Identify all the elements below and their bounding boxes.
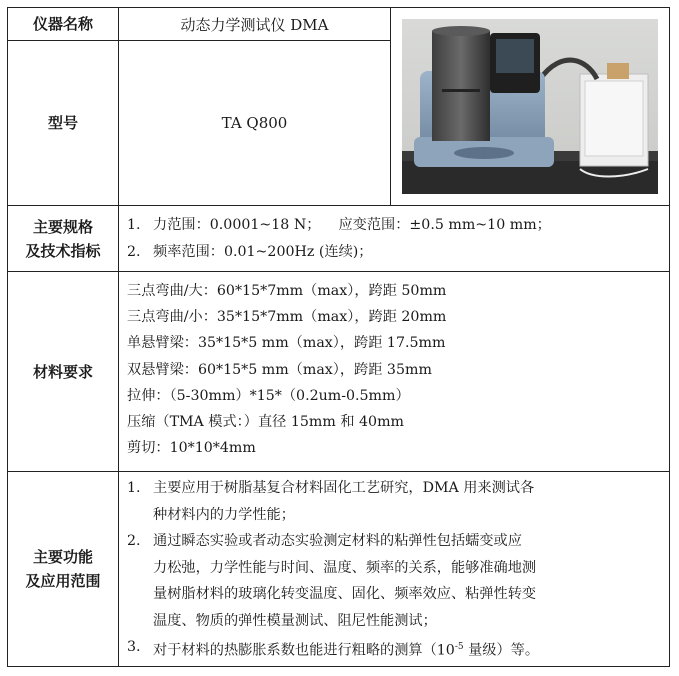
functions-label-line1: 主要功能 xyxy=(32,548,93,566)
photo-cell xyxy=(390,7,670,206)
specs-label-line1: 主要规格 xyxy=(32,217,93,236)
spec-item xyxy=(127,239,661,266)
name-label-cell xyxy=(7,7,119,41)
model-label: 型号 xyxy=(47,114,78,132)
function-line: 主要应用于树脂基复合材料固化工艺研究，DMA 用来测试各 xyxy=(153,480,535,496)
instrument-name: 动态力学测试仪 DMA xyxy=(180,15,329,34)
materials-label-cell xyxy=(7,271,119,472)
function-line: 温度、物质的弹性模量测试、阻尼性能测试； xyxy=(153,612,437,629)
specs-label-line2: 及技术指标 xyxy=(25,241,101,260)
dma-instrument-photo xyxy=(402,19,658,194)
function-item-number: 3. xyxy=(127,639,141,655)
materials-label: 材料要求 xyxy=(32,362,93,381)
function-item-number: 1. xyxy=(127,480,141,496)
function-item xyxy=(127,475,661,528)
function-line: 力松弛，力学性能与时间、温度、频率的关系，能够准确地测 xyxy=(153,559,537,576)
specs-content-cell xyxy=(118,205,670,272)
spec-item-number: 1. xyxy=(127,217,141,233)
model-value-cell xyxy=(118,40,391,206)
functions-label-line2: 及应用范围 xyxy=(25,572,101,590)
material-item: 单悬臂梁：35*15*5 mm（max），跨距 17.5mm xyxy=(127,335,446,352)
material-item: 压缩（TMA 模式：）直径 15mm 和 40mm xyxy=(127,414,404,431)
function-line-pre: 对于材料的热膨胀系数也能进行粗略的测算（10 xyxy=(153,642,455,659)
spec-table xyxy=(7,7,670,667)
function-line: 种材料内的力学性能； xyxy=(153,506,295,523)
spec-item-text: 频率范围：0.01~200Hz (连续)； xyxy=(153,243,373,260)
spec-item-text: 力范围：0.0001~18 N； 应变范围：±0.5 mm~10 mm； xyxy=(153,217,551,233)
function-item xyxy=(127,528,661,634)
name-value-cell xyxy=(118,7,391,41)
spec-item xyxy=(127,212,661,239)
function-line-post: 量级）等。 xyxy=(463,642,540,659)
function-line: 通过瞬态实验或者动态实验测定材料的粘弹性包括蠕变或应 xyxy=(153,533,522,549)
name-label: 仪器名称 xyxy=(32,15,93,33)
material-item: 三点弯曲/大：60*15*7mm（max），跨距 50mm xyxy=(127,283,447,299)
function-item-number: 2. xyxy=(127,533,141,549)
material-item: 双悬臂梁：60*15*5 mm（max），跨距 35mm xyxy=(127,361,432,378)
functions-content-cell xyxy=(118,471,670,667)
specs-label-cell xyxy=(7,205,119,272)
function-line: 量树脂材料的玻璃化转变温度、固化、频率效应、粘弹性转变 xyxy=(153,586,537,602)
model-value: TA Q800 xyxy=(221,114,288,132)
model-label-cell xyxy=(7,40,119,206)
exponent: -5 xyxy=(454,642,464,652)
material-item: 剪切：10*10*4mm xyxy=(127,440,256,457)
material-item: 拉伸：（5-30mm）*15*（0.2um-0.5mm） xyxy=(127,387,410,404)
spec-item-number: 2. xyxy=(127,243,141,260)
functions-label-cell xyxy=(7,471,119,667)
materials-content-cell xyxy=(118,271,670,472)
material-item: 三点弯曲/小：35*15*7mm（max），跨距 20mm xyxy=(127,309,447,326)
function-item xyxy=(127,634,661,664)
